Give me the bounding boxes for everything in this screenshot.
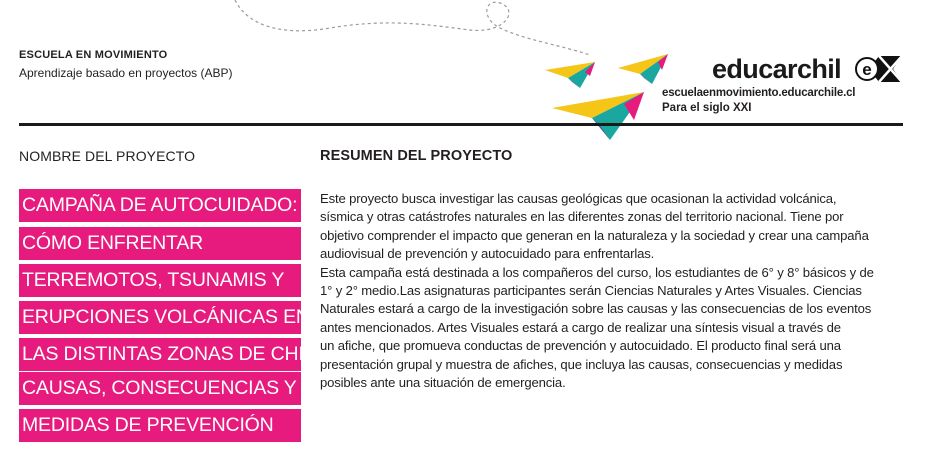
paper-plane-icon xyxy=(552,92,644,140)
project-title-line: ERUPCIONES VOLCÁNICAS EN xyxy=(19,301,301,334)
project-name-label: NOMBRE DEL PROYECTO xyxy=(19,148,196,164)
project-title-line: CAUSAS, CONSECUENCIAS Y xyxy=(19,372,301,405)
project-title-line: CÓMO ENFRENTAR xyxy=(19,227,301,260)
summary-line: 1° y 2° medio.Las asignaturas participantes serán Ciencias Naturales y Artes Visuales. Ciencias xyxy=(320,283,862,299)
project-summary-text xyxy=(320,190,910,392)
tagline: Para el siglo XXI xyxy=(662,102,752,114)
paper-plane-icon xyxy=(545,62,595,88)
summary-line: antes mencionados. Artes Visuales estará a cargo de realizar una síntesis visual a través de xyxy=(320,319,841,335)
summary-line: un afiche, que promueva conductas de prevención y autocuidado. El producto final será una xyxy=(320,338,841,354)
project-title-line: CAMPAÑA DE AUTOCUIDADO: xyxy=(19,189,301,222)
org-name: ESCUELA EN MOVIMIENTO xyxy=(19,49,168,61)
summary-line: Naturales estará a cargo de la investigación sobre las causas y las consecuencias de los eventos xyxy=(320,301,872,317)
org-subtitle: Aprendizaje basado en proyectos (ABP) xyxy=(19,66,233,80)
header-divider xyxy=(19,123,903,126)
summary-line: objetivo comprender el impacto que generan en la naturaleza y la sociedad y crear una campaña xyxy=(320,227,869,243)
project-summary-label: RESUMEN DEL PROYECTO xyxy=(320,148,513,164)
summary-line: sísmica y otras catástrofes naturales en las diferentes zonas del territorio nacional. Tiene por xyxy=(320,209,844,225)
summary-line: Este proyecto busca investigar las causas geológicas que ocasionan la actividad volcánica, xyxy=(320,191,837,206)
site-url: escuelaenmovimiento.educarchile.cl xyxy=(662,87,856,99)
summary-line: audiovisual de prevención y autocuidado para enfrentarlas. xyxy=(320,246,655,262)
project-title-line: TERREMOTOS, TSUNAMIS Y xyxy=(19,264,301,297)
brand-logo-letter: e xyxy=(862,60,872,79)
paper-planes-illustration xyxy=(540,48,670,148)
summary-line: presentación grupal y muestra de afiches, que incluya las causas, consecuencias y medidas xyxy=(320,356,843,372)
project-title-line: MEDIDAS DE PREVENCIÓN xyxy=(19,409,301,442)
project-title-line: LAS DISTINTAS ZONAS DE CHILE? xyxy=(19,338,301,371)
summary-line: Esta campaña está destinada a los compañeros del curso, los estudiantes de 6° y 8° básicos y de xyxy=(320,264,874,280)
brand-logo-text: educarchil xyxy=(712,54,842,84)
brand-logo-icon xyxy=(855,54,905,84)
summary-line: posibles ante una situación de emergencia. xyxy=(320,375,566,391)
paper-plane-icon xyxy=(618,54,668,84)
